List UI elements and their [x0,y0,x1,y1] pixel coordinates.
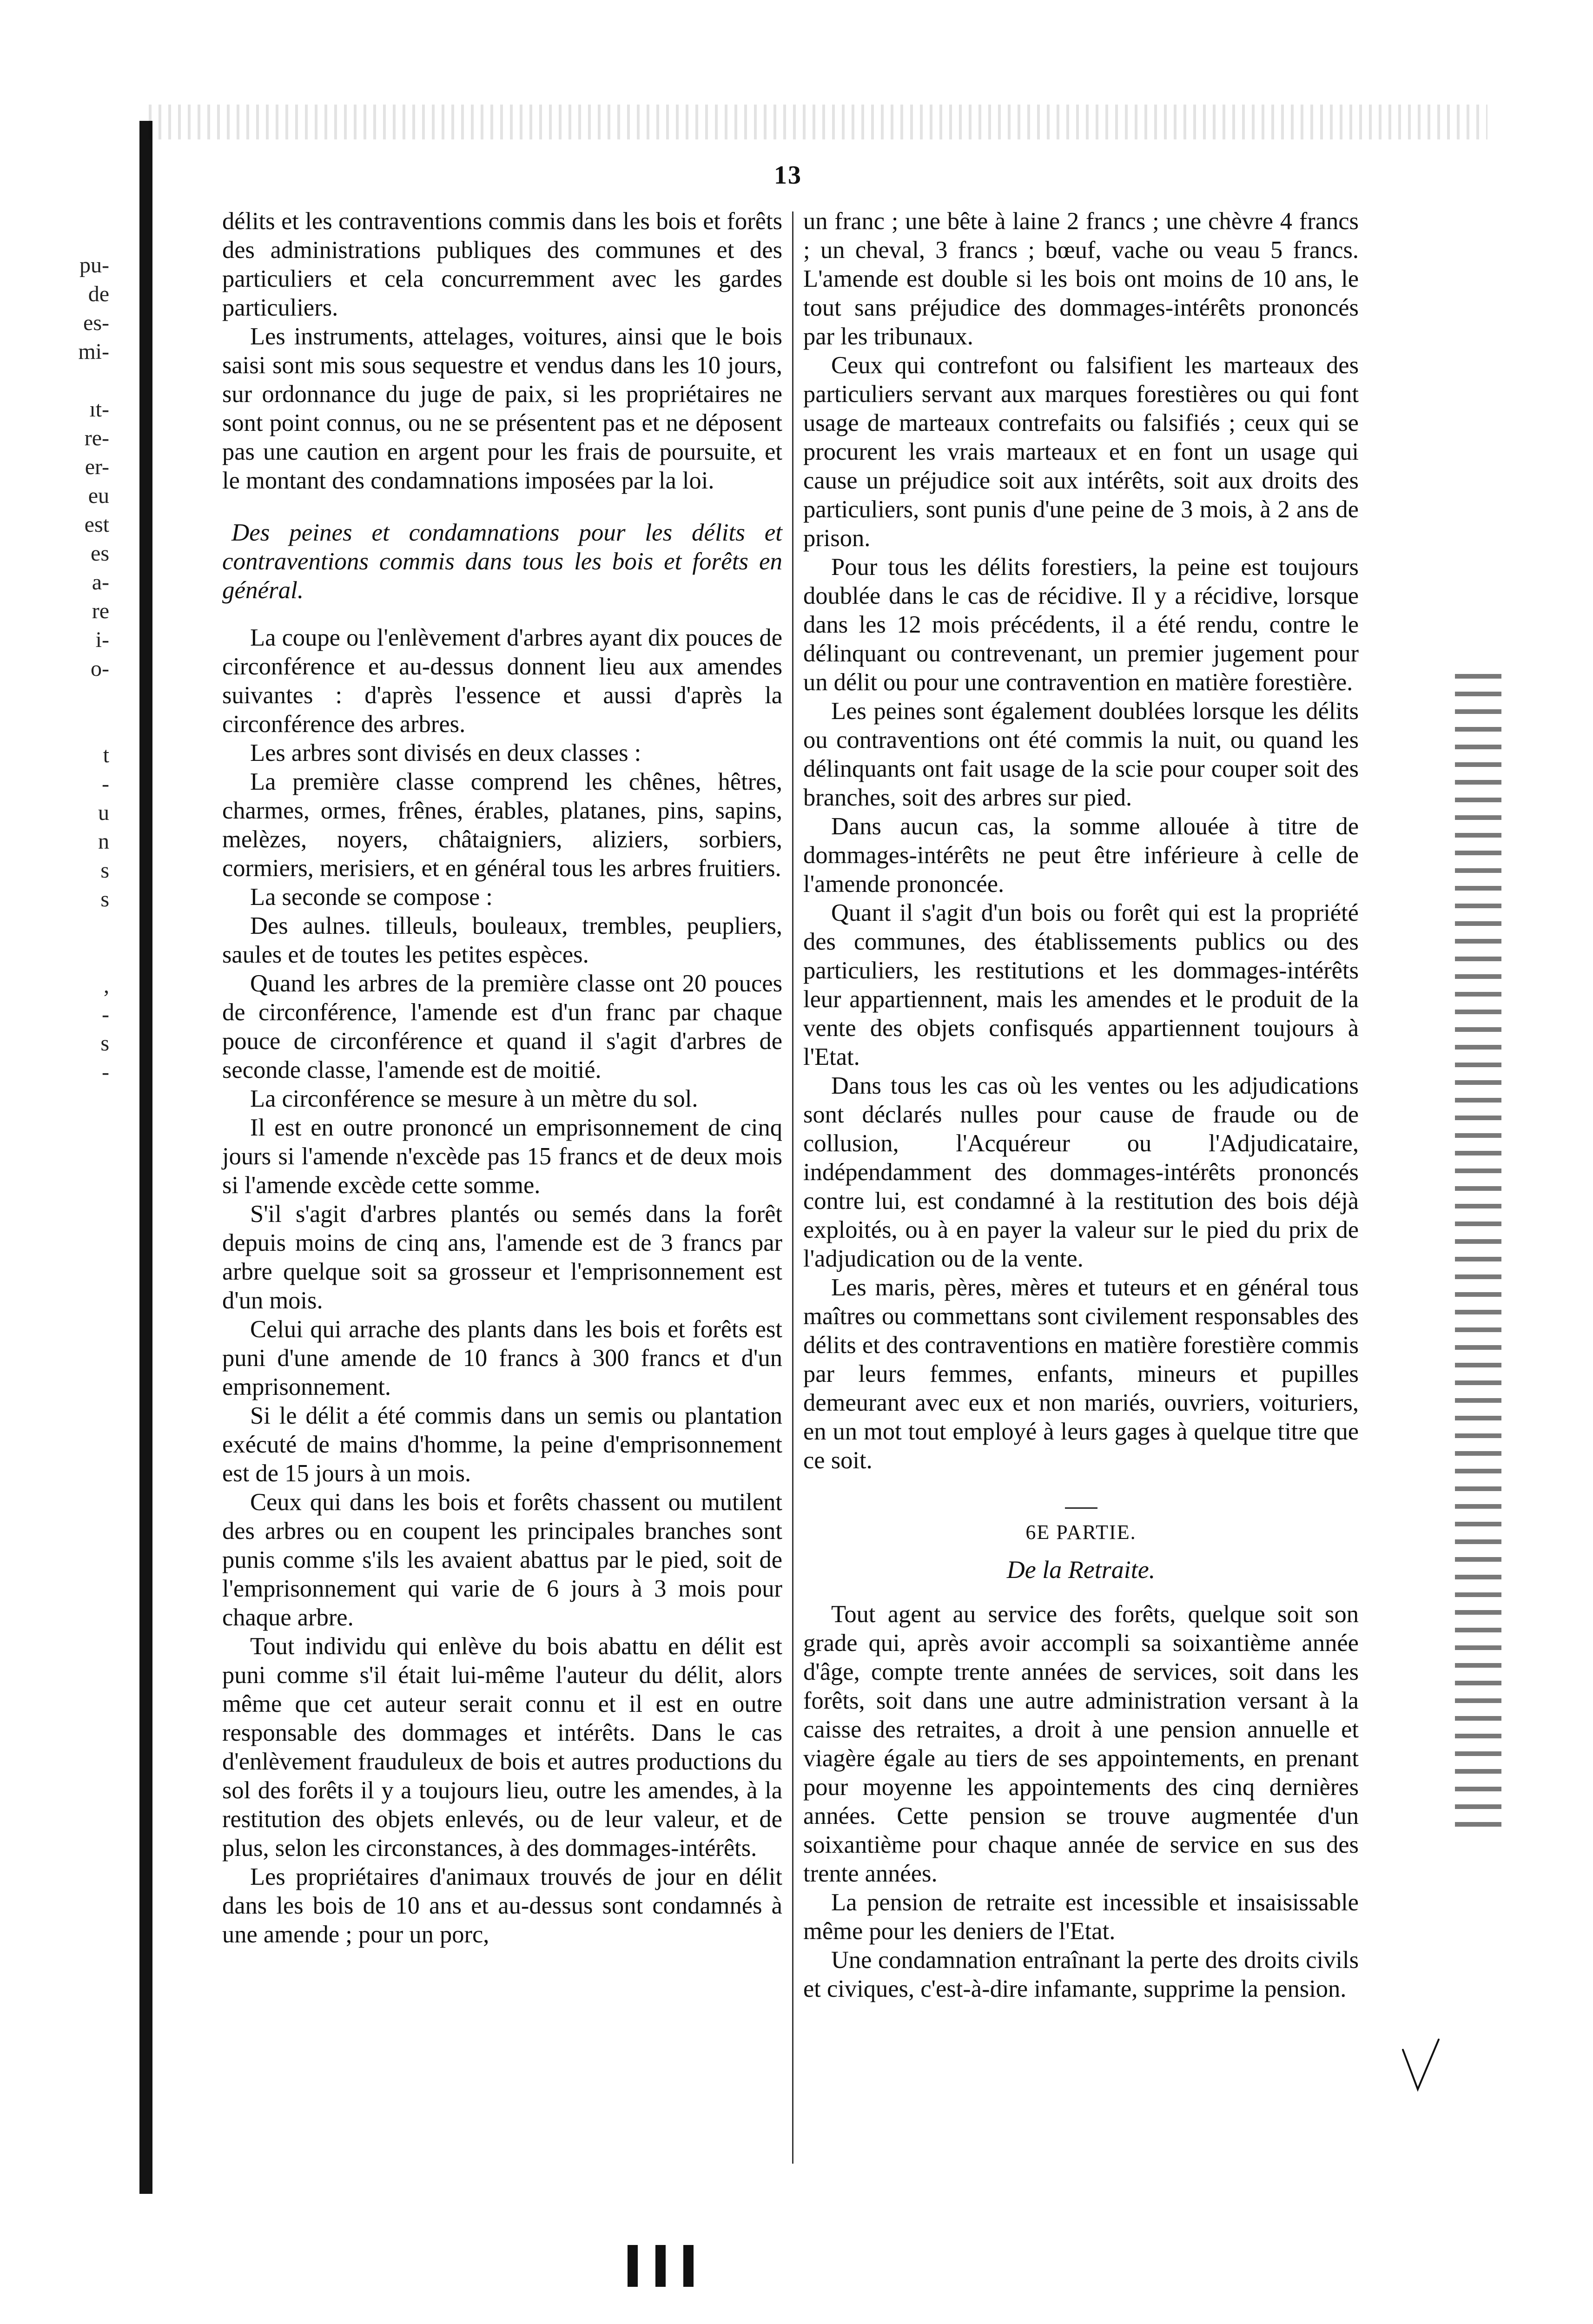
margin-fragment: es- [83,310,109,335]
paragraph: un franc ; une bête à laine 2 francs ; une chèvre 4 francs ; un cheval, 3 francs ; bœuf, vache ou veau 5 francs. L'amende est double si les bois ont moins de 10 ans, le tout sans préjudice des dommages-intérêts prononcés par les tribunaux. [803,208,1359,350]
paragraph: La circonférence se mesure à un mètre du sol. [250,1085,698,1112]
paragraph: Une condamnation entraînant la perte des droits civils et civiques, c'est-à-dire infamante, supprime la pension. [803,1947,1359,2002]
paragraph: Quand les arbres de la première classe ont 20 pouces de circonférence, l'amende est d'un franc par chaque pouce de circonférence et quand il s'agit d'arbres de seconde classe, l'amende est de moitié. [222,970,782,1083]
paragraph: Tout agent au service des forêts, quelque soit son grade qui, après avoir accompli sa soixantième année d'âge, compte trente années de services, soit dans les forêts, soit dans une autre administration versant à la caisse des retraites, a droit à une pension annuelle et viagère égale au tiers de ses appointements, en prenant pour moyenne les appointements des cinq dernières années. Cette pension se trouve augmentée d'un soixantième pour chaque année de service en sus des trente années. [803,1601,1359,1887]
margin-fragment: t [103,743,109,767]
margin-fragment [7,366,119,395]
margin-fragment: - [102,772,109,796]
paragraph: Pour tous les délits forestiers, la peine est toujours doublée dans le cas de récidive. Il y a récidive, lorsque dans les 12 mois précédents, il a été rendu, contre le délinquant ou contrevenant, un premier jugement pour un délit ou pour une contravention en matière forestière. [803,554,1359,696]
margin-fragment: n [98,829,109,854]
part-rule [1065,1507,1097,1509]
paragraph: Quant il s'agit d'un bois ou forêt qui est la propriété des communes, des établissements publics ou des particuliers, les restitutions et les dommages-intérêts leur appartiennent, mais les amendes et le produit de la vente des objets confisqués appartiennent toujours à l'Etat. [803,899,1359,1070]
margin-fragment: est [84,512,109,537]
part-title: 6E PARTIE. [1025,1521,1137,1544]
paragraph: Les propriétaires d'animaux trouvés de jour en délit dans les bois de 10 ans et au-dessus sont condamnés à une amende ; pour un porc, [222,1863,782,1948]
section-heading: Des peines et condamnations pour les délits et contraventions commis dans tous les bois et forêts en général. [222,519,782,604]
right-paragraphs-bottom [803,1600,1359,2003]
paragraph: Les instruments, attelages, voitures, ainsi que le bois saisi sont mis sous sequestre et vendus dans les 10 jours, sur ordonnance du juge de paix, si les propriétaires ne sont point connus, ou ne se présentent pas et ne déposent pas une caution en argent pour les frais de poursuite, et le montant des condamnations imposées par la loi. [222,323,782,494]
margin-fragment: pu- [79,253,109,277]
scan-noise-top [149,105,1487,139]
margin-fragment: - [102,1060,109,1084]
part-heading: De la Retraite. [1006,1556,1156,1584]
margin-fragment: mi- [78,339,109,364]
binding-shadow [139,121,152,2194]
paragraph: Les maris, pères, mères et tuteurs et en général tous maîtres ou commettans sont civilement responsables des délits et des contraventions en matière forestière commis par leurs femmes, enfants, mineurs et pupilles demeurant avec eux et non mariés, ouvriers, voituriers, en un mot tout employé à leurs gages à quelque titre que ce soit. [803,1274,1359,1474]
paragraph: Les arbres sont divisés en deux classes : [250,739,641,766]
left-paragraphs-top [222,207,782,495]
margin-fragment [7,943,119,971]
margin-fragment: u [98,800,109,825]
right-paragraphs-top [803,207,1359,1475]
margin-fragment: s [100,887,109,911]
paragraph: Si le délit a été commis dans un semis ou plantation exécuté de mains d'homme, la peine d'emprisonnement est de 15 jours à un mois. [222,1402,782,1487]
paragraph: Dans tous les cas où les ventes ou les adjudications sont déclarés nulles pour cause de fraude ou de collusion, l'Acquéreur ou l'Adjudicataire, indépendamment des dommages-intérêts prononcés contre lui, est condamné à la restitution des bois déjà exploités, ou à en payer la valeur sur le pied du prix de l'adjudication ou de la vente. [803,1072,1359,1272]
paragraph: La pension de retraite est incessible et insaisissable même pour les deniers de l'Etat. [803,1889,1359,1945]
margin-fragment: s [100,858,109,883]
paragraph: Dans aucun cas, la somme allouée à titre de dommages-intérêts ne peut être inférieure à celle de l'amende prononcée. [803,813,1359,898]
paragraph: Celui qui arrache des plants dans les bois et forêts est puni d'une amende de 10 francs à 300 francs et d'un emprisonnement. [222,1316,782,1400]
margin-fragment [7,683,119,712]
margin-fragment: ıt- [89,397,109,422]
paragraph: La première classe comprend les chênes, hêtres, charmes, ormes, frênes, érables, platanes, pins, sapins, melèzes, noyers, châtaigniers, aliziers, sorbiers, cormiers, merisiers, et en général tous les arbres fruitiers. [222,768,782,882]
margin-fragment: eu [88,483,109,508]
scan-marks-bottom [628,2245,720,2287]
paragraph: La seconde se compose : [250,884,493,911]
margin-fragment: i- [95,627,109,652]
margin-fragment: a- [92,570,109,594]
paragraph: Ceux qui dans les bois et forêts chassent ou mutilent des arbres ou en coupent les principales branches sont punis comme s'ils les avaient abattus par le pied, soit de l'emprisonnement qui varie de 6 jours à 3 mois pour chaque arbre. [222,1489,782,1631]
margin-fragment: s [100,1031,109,1056]
right-column [803,207,1359,2003]
paragraph: Des aulnes. tilleuls, bouleaux, trembles, peupliers, saules et de toutes les petites espèces. [222,912,782,968]
page-number: 13 [774,161,802,190]
left-column [222,207,782,1949]
left-paragraphs-bottom [222,623,782,1949]
margin-fragment: es [91,541,109,566]
margin-fragment: - [102,1002,109,1027]
margin-fragment: de [88,282,109,306]
paragraph: S'il s'agit d'arbres plantés ou semés dans la forêt depuis moins de cinq ans, l'amende est de 3 francs par arbre quelque soit sa grosseur et l'emprisonnement est d'un mois. [222,1201,782,1314]
paragraph: Il est en outre prononcé un emprisonnement de cinq jours si l'amende n'excède pas 15 francs et de deux mois si l'amende excède cette somme. [222,1114,782,1199]
margin-fragment [7,914,119,943]
margin-fragment: re- [84,426,109,450]
margin-fragment: , [104,973,109,998]
paragraph: délits et les contraventions commis dans les bois et forêts des administrations publiques des communes et des particuliers et cela concurremment avec les gardes particuliers. [222,208,782,321]
margin-fragment: re [92,599,109,623]
margin-fragment: er- [85,455,109,479]
left-margin-fragments [7,251,119,1087]
column-divider [792,211,793,2164]
paragraph: Les peines sont également doublées lorsque les délits ou contraventions ont été commis la nuit, ou quand les délinquants ont fait usage de la scie pour couper soit des branches, soit des arbres sur pied. [803,698,1359,811]
paragraph: Tout individu qui enlève du bois abattu en délit est puni comme s'il était lui-même l'auteur du délit, alors même que cet auteur serait connu et il est en outre responsable des dommages et intérêts. Dans le cas d'enlèvement frauduleux de bois et autres productions du sol des forêts il y a toujours lieu, outre les amendes, à la restitution des objets enlevés, ou de leur valeur, et de plus, selon les circonstances, à des dommages-intérêts. [222,1633,782,1862]
paragraph: La coupe ou l'enlèvement d'arbres ayant dix pouces de circonférence et au-dessus donnent lieu aux amendes suivantes : d'après l'essence et aussi d'après la circonférence des arbres. [222,624,782,738]
margin-fragment [7,712,119,741]
scan-noise-right [1455,674,1501,1836]
handwritten-check-mark [1399,2036,1441,2096]
margin-fragment: o- [91,656,109,681]
paragraph: Ceux qui contrefont ou falsifient les marteaux des particuliers servant aux marques forestières ou qui font usage de marteaux contrefaits ou falsifiés ; ceux qui se procurent les vrais marteaux et en font un usage qui cause un préjudice soit aux intérêts, soit aux droits des particuliers, sont punis d'une peine de 3 mois, à 2 ans de prison. [803,352,1359,552]
